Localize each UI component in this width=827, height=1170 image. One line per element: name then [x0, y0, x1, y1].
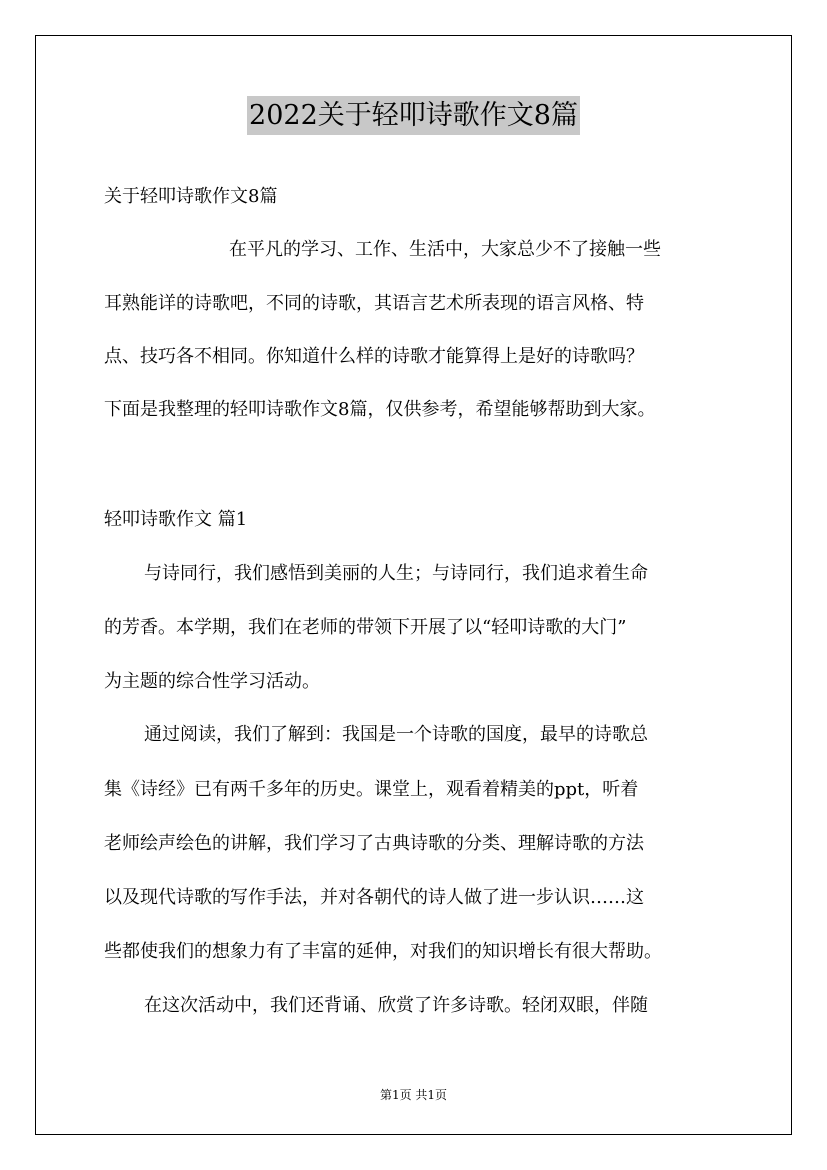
body-line: 与诗同行，我们感悟到美丽的人生；与诗同行，我们追求着生命	[144, 563, 648, 584]
body-line: 集《诗经》已有两千多年的历史。课堂上，观看着精美的ppt，听着	[104, 779, 639, 800]
body-line: 些都使我们的想象力有了丰富的延伸，对我们的知识增长有很大帮助。	[104, 941, 662, 962]
body-line: 的芳香。本学期，我们在老师的带领下开展了以“轻叩诗歌的大门”	[104, 617, 627, 638]
intro-line: 下面是我整理的轻叩诗歌作文8篇，仅供参考，希望能够帮助到大家。	[104, 399, 656, 420]
page-footer: 第1页 共1页	[379, 1088, 448, 1102]
body-line: 以及现代诗歌的写作手法，并对各朝代的诗人做了进一步认识……这	[104, 887, 644, 908]
intro-line: 耳熟能详的诗歌吧，不同的诗歌，其语言艺术所表现的语言风格、特	[104, 293, 644, 314]
section-heading: 轻叩诗歌作文 篇1	[104, 509, 248, 530]
body-line: 在这次活动中，我们还背诵、欣赏了许多诗歌。轻闭双眼，伴随	[144, 995, 648, 1016]
intro-line: 在平凡的学习、工作、生活中，大家总少不了接触一些	[229, 239, 661, 260]
body-line: 通过阅读，我们了解到：我国是一个诗歌的国度，最早的诗歌总	[144, 724, 648, 745]
body-line: 为主题的综合性学习活动。	[104, 671, 320, 692]
document-title: 2022关于轻叩诗歌作文8篇	[36, 102, 791, 129]
document-page	[35, 35, 792, 1135]
document-subtitle: 关于轻叩诗歌作文8篇	[104, 186, 278, 207]
intro-line: 点、技巧各不相同。你知道什么样的诗歌才能算得上是好的诗歌吗？	[104, 346, 644, 367]
body-line: 老师绘声绘色的讲解，我们学习了古典诗歌的分类、理解诗歌的方法	[104, 833, 644, 854]
